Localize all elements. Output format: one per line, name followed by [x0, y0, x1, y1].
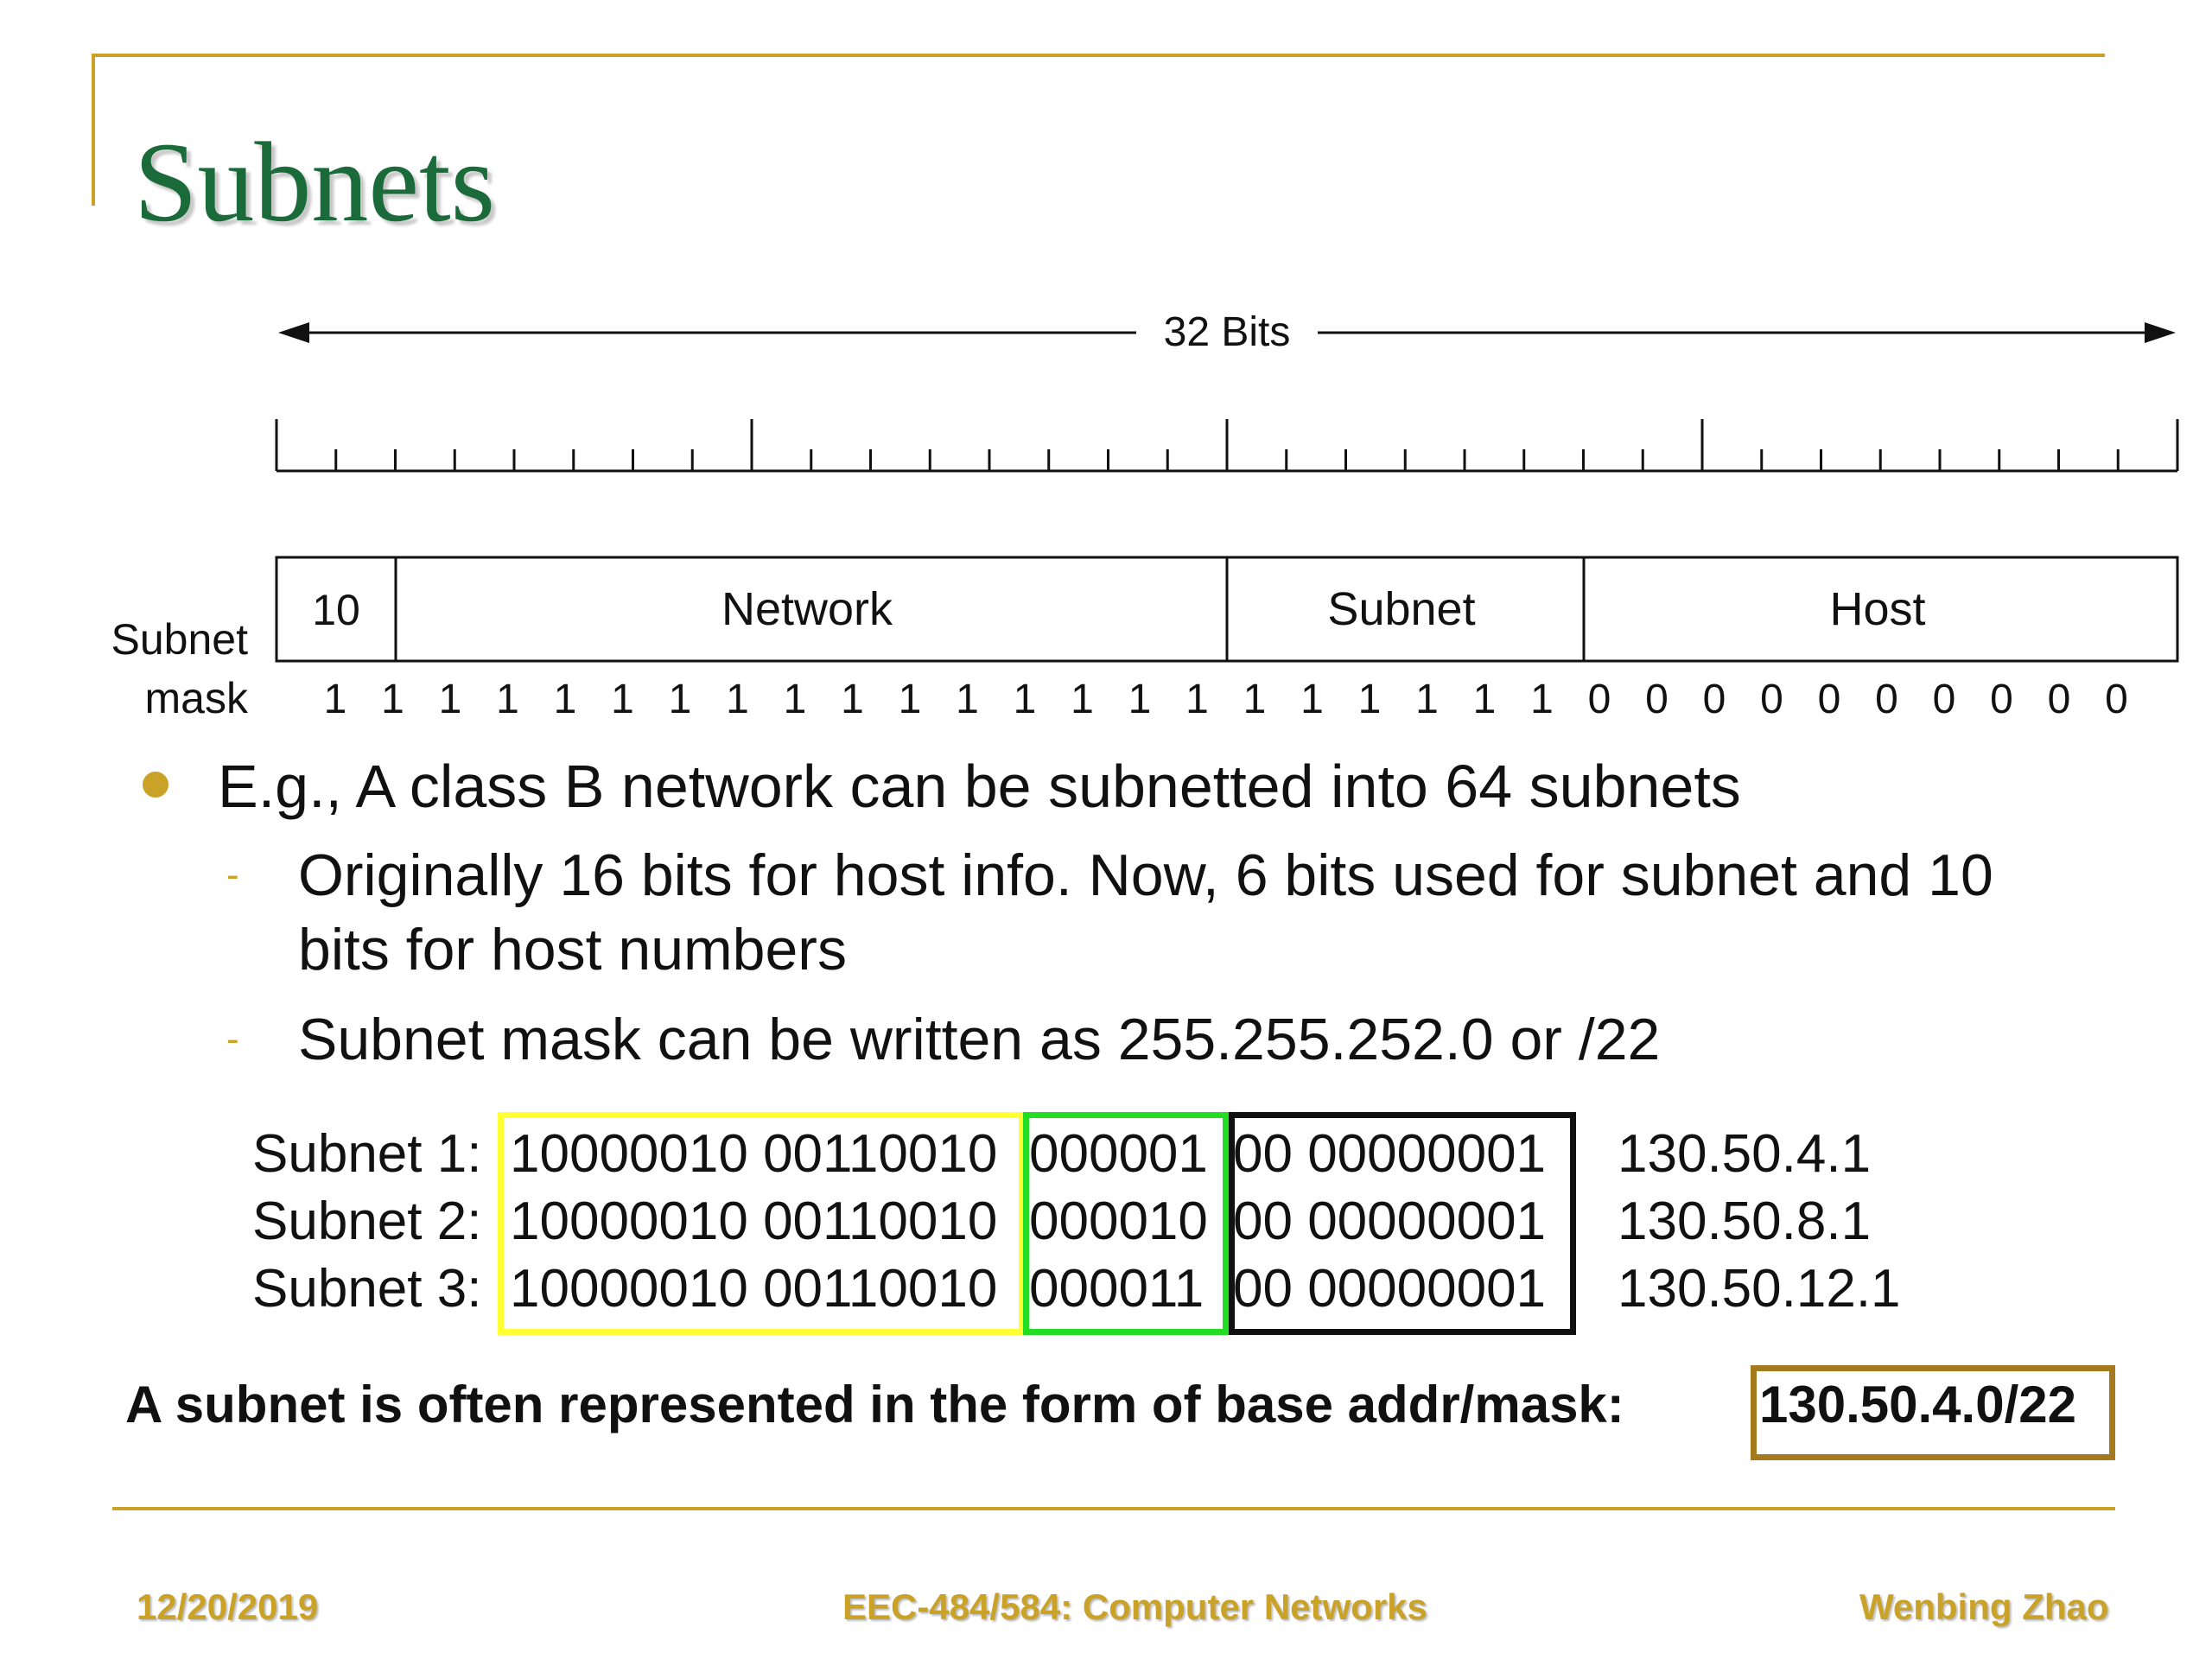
host-field-label: Host: [1829, 583, 1926, 635]
subnet-address: 130.50.12.1: [1618, 1259, 1901, 1319]
mask-bit: 1: [1415, 677, 1439, 722]
footer-date: 12/20/2019: [137, 1586, 319, 1627]
mask-bit: 1: [438, 677, 462, 722]
host-bits: 00 00000001: [1233, 1124, 1547, 1184]
mask-bit: 1: [726, 677, 749, 722]
mask-bit: 1: [1530, 677, 1554, 722]
sub-bullet-2: Subnet mask can be written as 255.255.252.0 or /22: [298, 1007, 1661, 1072]
bottom-rule: [112, 1507, 2115, 1510]
network-field-label: Network: [721, 583, 893, 635]
mask-bit: 1: [323, 677, 347, 722]
cidr-notation: 130.50.4.0/22: [1759, 1376, 2077, 1433]
mask-bit: 1: [1300, 677, 1324, 722]
host-bits: 00 00000001: [1233, 1192, 1547, 1251]
sub-bullet-1-line2: bits for host numbers: [298, 917, 847, 982]
class-bits-label: 10: [312, 586, 360, 634]
subnet-row-label: Subnet 1:: [252, 1124, 482, 1184]
mask-bit: 1: [841, 677, 864, 722]
mask-bit: 1: [553, 677, 577, 722]
subnet-address: 130.50.8.1: [1618, 1192, 1872, 1251]
subnet-bits: 000001: [1029, 1124, 1208, 1184]
mask-bit: 1: [783, 677, 807, 722]
mask-bit: 1: [611, 677, 634, 722]
mask-label-line1: Subnet: [111, 615, 248, 664]
mask-label-line2: mask: [144, 674, 248, 722]
footer-course: EEC-484/584: Computer Networks: [842, 1586, 1427, 1627]
mask-bit: 0: [1932, 677, 1956, 722]
mask-bit: 0: [2105, 677, 2128, 722]
mask-bit: 0: [1875, 677, 1898, 722]
subnet-bits: 000011: [1029, 1259, 1205, 1319]
mask-bit: 1: [1013, 677, 1037, 722]
mask-bit: 0: [1760, 677, 1783, 722]
mask-bit: 1: [1071, 677, 1094, 722]
subnet-address: 130.50.4.1: [1618, 1124, 1872, 1184]
mask-bit: 1: [1243, 677, 1267, 722]
arrow-right-head-icon: [2145, 322, 2176, 343]
subnet-bits: 000010: [1029, 1192, 1208, 1251]
mask-bit: 0: [1587, 677, 1611, 722]
ruler-ticks: [276, 419, 2177, 471]
subnet-field-label: Subnet: [1327, 583, 1476, 635]
mask-bit: 1: [381, 677, 404, 722]
dash-icon: -: [226, 854, 239, 896]
mask-bit: 0: [2047, 677, 2071, 722]
mask-bit: 0: [1990, 677, 2013, 722]
network-bits: 10000010 00110010: [510, 1259, 998, 1319]
mask-bit: 1: [1357, 677, 1382, 722]
sub-bullet-1-line1: Originally 16 bits for host info. Now, 6 bits used for subnet and 10: [298, 842, 1993, 908]
mask-bit: 0: [1702, 677, 1726, 722]
address-diagram: [0, 0, 2212, 743]
mask-bit: 1: [496, 677, 519, 722]
subnet-row-label: Subnet 2:: [252, 1192, 482, 1251]
mask-bit: 0: [1645, 677, 1669, 722]
mask-bit: 1: [956, 677, 979, 722]
network-bits: 10000010 00110010: [510, 1124, 998, 1184]
host-bits: 00 00000001: [1233, 1259, 1547, 1319]
network-bits: 10000010 00110010: [510, 1192, 998, 1251]
dash-icon: -: [226, 1018, 239, 1060]
mask-bit: 0: [1817, 677, 1841, 722]
summary-text: A subnet is often represented in the form of base addr/mask:: [125, 1376, 1624, 1433]
mask-bit: 1: [898, 677, 922, 722]
subnet-row-label: Subnet 3:: [252, 1259, 482, 1319]
mask-bit: 1: [1128, 677, 1152, 722]
mask-bit: 1: [1472, 677, 1497, 722]
mask-bit: 1: [1185, 677, 1209, 722]
mask-bit: 1: [668, 677, 692, 722]
main-bullet: E.g., A class B network can be subnetted into 64 subnets: [218, 753, 1741, 820]
bullet-dot-icon: [143, 772, 168, 798]
arrow-left-head-icon: [278, 322, 309, 343]
slide-title: Subnets: [134, 118, 496, 245]
total-bits-label: 32 Bits: [1163, 309, 1291, 355]
mask-bits: [324, 677, 2128, 722]
footer-author: Wenbing Zhao: [1859, 1586, 2109, 1627]
